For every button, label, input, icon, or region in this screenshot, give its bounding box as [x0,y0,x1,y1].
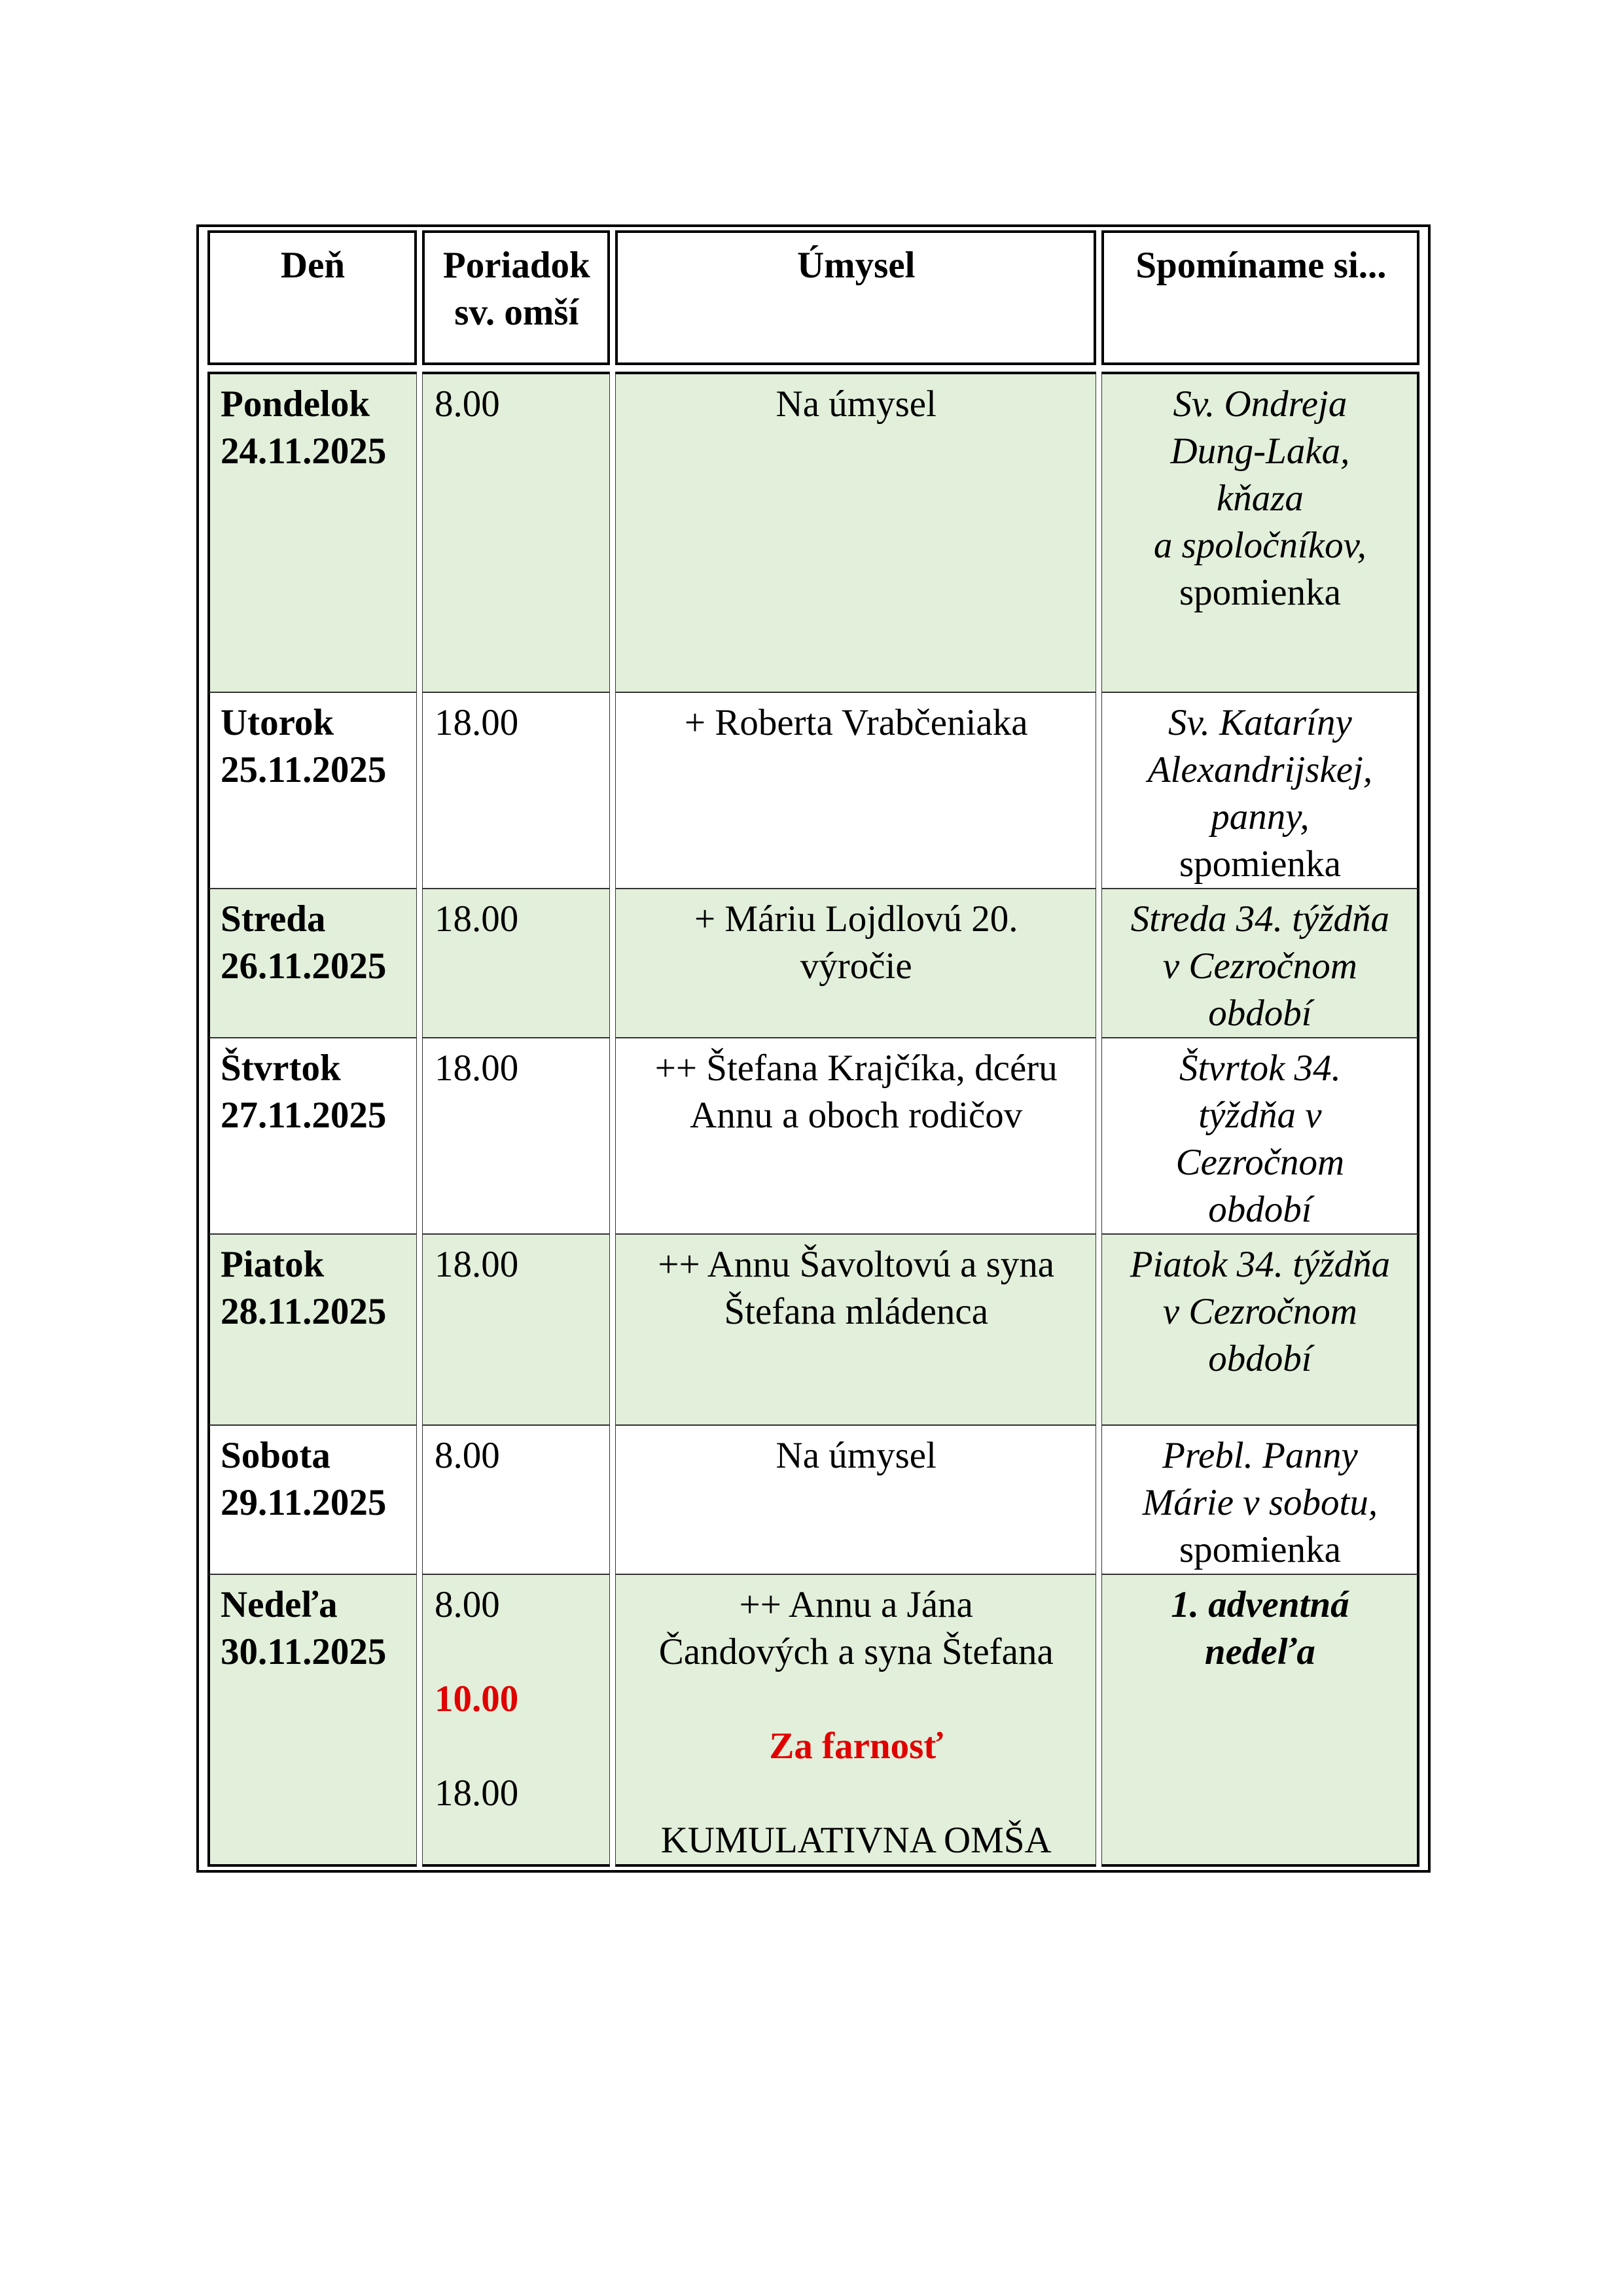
memory-line: kňaza [1216,478,1304,519]
header-remember [1101,230,1419,365]
intention-text: výročie [800,945,912,987]
intention-text: ++ Annu Šavoltovú a syna [658,1244,1055,1285]
table-row-wednesday [207,889,1419,1038]
table-row-friday [207,1234,1419,1425]
intention-text: Na úmysel [776,383,936,425]
memory-line: Sv. Kataríny [1168,702,1352,743]
mass-time: 18.00 [435,898,519,940]
intention-text: Na úmysel [776,1435,936,1476]
day-date: 24.11.2025 [221,431,387,472]
intention-text: Čandových a syna Štefana [658,1631,1054,1672]
day-name: Sobota [221,1435,330,1476]
time-cell [422,1038,610,1234]
memory-line: Dung-Laka, [1170,431,1350,472]
intention-text: ++ Annu a Jána [739,1584,973,1625]
memory-cell [1101,1574,1419,1867]
header-remember-label: Spomíname si... [1135,245,1387,286]
memory-line: a spoločníkov, [1153,525,1366,566]
intention-text: Štefana mládenca [724,1291,988,1332]
spacer [625,1676,1088,1723]
memory-line: Cezročnom [1175,1142,1345,1183]
mass-time-highlight: 10.00 [435,1678,519,1720]
day-name: Utorok [221,702,334,743]
intention-text: ++ Štefana Krajčíka, dcéru [654,1048,1058,1089]
memory-line: 1. adventná [1171,1584,1349,1625]
memory-cell [1101,889,1419,1038]
time-cell [422,1574,610,1867]
intention-cell [615,1574,1096,1867]
memory-note: spomienka [1179,572,1341,613]
memory-note: spomienka [1179,1529,1341,1570]
memory-line: v Cezročnom [1162,945,1357,987]
day-cell [207,1574,417,1867]
time-cell [422,372,610,692]
day-date: 27.11.2025 [221,1095,387,1136]
intention-cell [615,372,1096,692]
intention-cell [615,1425,1096,1574]
intention-text: + Máriu Lojdlovú 20. [694,898,1018,940]
memory-cell [1101,1425,1419,1574]
day-name: Štvrtok [221,1048,341,1089]
table-row-tuesday [207,692,1419,889]
mass-time: 8.00 [435,1435,500,1476]
table-row-saturday [207,1425,1419,1574]
header-intention-label: Úmysel [797,245,916,286]
day-name: Nedeľa [221,1584,338,1625]
day-name: Pondelok [221,383,370,425]
day-cell [207,1038,417,1234]
day-date: 30.11.2025 [221,1631,387,1672]
day-date: 26.11.2025 [221,945,387,987]
header-intention [615,230,1096,365]
day-date: 28.11.2025 [221,1291,387,1332]
mass-time: 18.00 [435,1244,519,1285]
day-cell [207,372,417,692]
time-cell [422,692,610,889]
memory-line: Márie v sobotu, [1142,1482,1378,1523]
mass-time: 8.00 [435,383,500,425]
day-cell [207,889,417,1038]
header-day-label: Deň [280,245,346,286]
memory-cell [1101,1234,1419,1425]
header-order [422,230,610,365]
day-cell [207,692,417,889]
table-row-thursday [207,1038,1419,1234]
intention-text: KUMULATIVNA OMŠA [660,1820,1052,1861]
intention-cell [615,889,1096,1038]
header-row [207,230,1419,365]
memory-cell [1101,692,1419,889]
memory-line: období [1208,1338,1312,1379]
day-name: Piatok [221,1244,325,1285]
time-cell [422,889,610,1038]
time-cell [422,1234,610,1425]
table-row-monday [207,372,1419,692]
memory-line: období [1208,993,1312,1034]
memory-cell [1101,372,1419,692]
memory-line: Piatok 34. týždňa [1130,1244,1391,1285]
memory-line: v Cezročnom [1162,1291,1357,1332]
time-cell [422,1425,610,1574]
mass-time: 18.00 [435,702,519,743]
day-date: 25.11.2025 [221,749,387,790]
intention-text: + Roberta Vrabčeniaka [684,702,1028,743]
day-cell [207,1234,417,1425]
mass-time: 18.00 [435,1048,519,1089]
memory-line: období [1208,1189,1312,1230]
memory-line: Streda 34. týždňa [1130,898,1390,940]
mass-schedule-table-frame [196,224,1431,1873]
spacer [435,1629,601,1676]
memory-line: panny, [1211,796,1310,838]
header-day [207,230,417,365]
intention-cell [615,692,1096,889]
mass-time: 18.00 [435,1773,519,1814]
day-date: 29.11.2025 [221,1482,387,1523]
memory-line: týždňa v [1198,1095,1322,1136]
intention-cell [615,1038,1096,1234]
header-order-line1: Poriadok [442,245,590,286]
spacer [435,1723,601,1770]
spacer [625,1770,1088,1817]
mass-schedule-table [202,230,1425,1867]
intention-cell [615,1234,1096,1425]
day-name: Streda [221,898,326,940]
memory-line: Alexandrijskej, [1147,749,1373,790]
memory-line: Sv. Ondreja [1173,383,1347,425]
intention-highlight: Za farnosť [769,1725,944,1767]
memory-line: Prebl. Panny [1162,1435,1358,1476]
mass-time: 8.00 [435,1584,500,1625]
memory-line: Štvrtok 34. [1179,1048,1341,1089]
memory-note: spomienka [1179,843,1341,885]
memory-line: nedeľa [1204,1631,1315,1672]
header-order-line2: sv. omší [454,292,579,333]
intention-text: Annu a oboch rodičov [690,1095,1023,1136]
table-row-sunday [207,1574,1419,1867]
day-cell [207,1425,417,1574]
memory-cell [1101,1038,1419,1234]
